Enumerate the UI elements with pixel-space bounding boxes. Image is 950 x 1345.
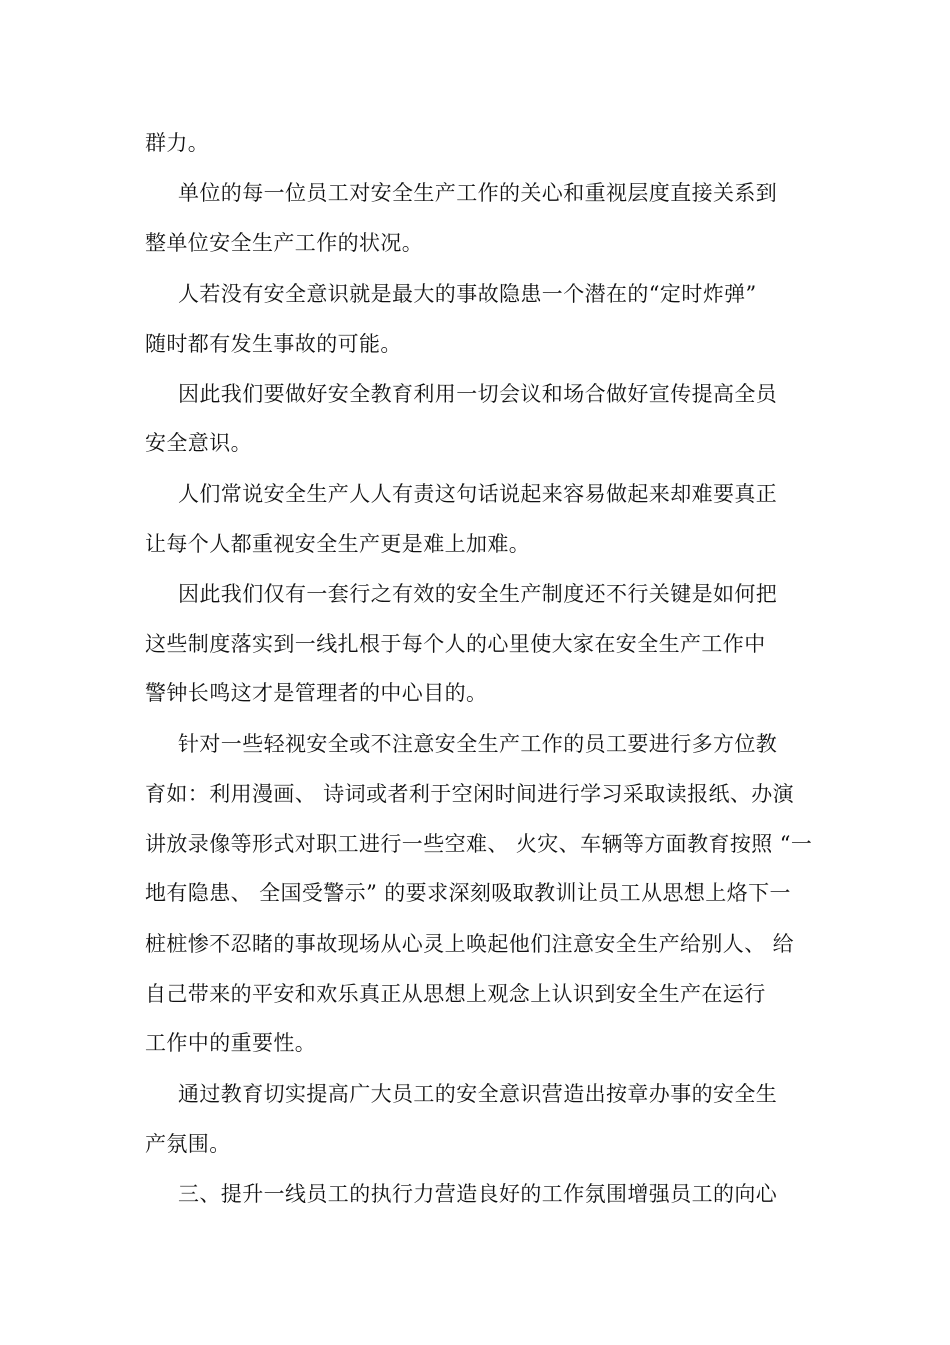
paragraph-first-line: 单位的每一位员工对安全生产工作的关心和重视层度直接关系到 <box>178 181 778 205</box>
paragraph-first-line: 通过教育切实提高广大员工的安全意识营造出按章办事的安全生 <box>178 1082 778 1106</box>
text-line: 桩桩惨不忍睹的事故现场从心灵上唤起他们注意安全生产给别人、 给 <box>145 932 795 956</box>
text-line: 地有隐患、 全国受警示” 的要求深刻吸取教训让员工从思想上烙下一 <box>145 881 791 905</box>
text-line: 育如：利用漫画、 诗词或者利于空闲时间进行学习采取读报纸、办演 <box>145 782 795 806</box>
text-line: 产氛围。 <box>145 1132 231 1156</box>
text-line: 工作中的重要性。 <box>145 1031 317 1055</box>
text-line: 讲放录像等形式对职工进行一些空难、 火灾、车辆等方面教育按照 “一 <box>145 832 813 856</box>
text-line: 群力。 <box>145 131 210 155</box>
paragraph-first-line: 因此我们仅有一套行之有效的安全生产制度还不行关键是如何把 <box>178 582 778 606</box>
text-line: 让每个人都重视安全生产更是难上加难。 <box>145 532 531 556</box>
text-line: 整单位安全生产工作的状况。 <box>145 231 424 255</box>
section-heading-line: 三、提升一线员工的执行力营造良好的工作氛围增强员工的向心 <box>178 1182 778 1206</box>
text-line: 自己带来的平安和欢乐真正从思想上观念上认识到安全生产在运行 <box>145 982 766 1006</box>
text-line: 安全意识。 <box>145 431 252 455</box>
paragraph-first-line: 因此我们要做好安全教育利用一切会议和场合做好宣传提高全员 <box>178 382 778 406</box>
text-line: 这些制度落实到一线扎根于每个人的心里使大家在安全生产工作中 <box>145 632 766 656</box>
paragraph-first-line: 针对一些轻视安全或不注意安全生产工作的员工要进行多方位教 <box>178 732 778 756</box>
paragraph-first-line: 人们常说安全生产人人有责这句话说起来容易做起来却难要真正 <box>178 482 778 506</box>
text-line: 随时都有发生事故的可能。 <box>145 332 402 356</box>
paragraph-first-line: 人若没有安全意识就是最大的事故隐患一个潜在的“定时炸弹” <box>178 282 757 306</box>
text-line: 警钟长鸣这才是管理者的中心目的。 <box>145 681 488 705</box>
